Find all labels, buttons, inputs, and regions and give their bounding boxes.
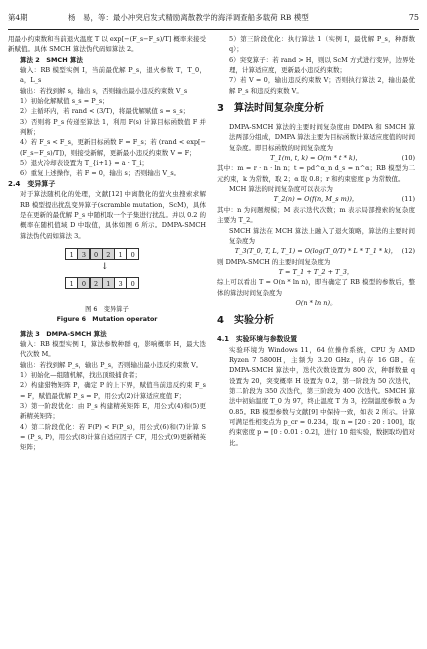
- equation: [217, 153, 415, 163]
- equation: [217, 194, 415, 204]
- page-header: [8, 10, 419, 26]
- figure-cell: 0: [126, 248, 139, 260]
- paragraph: 4）若 F_s < F_s，更新目标函数 F = F_s；若 (rand < exp[−(F_s−F_s)/T])，则接受新解，更新最小违反约束数 V = F；: [20, 138, 206, 157]
- paragraph: 7）若 V = 0，输出违反约束数 V；否则执行算法 2，输出最优解 P_s 和违反约束数 V。: [229, 76, 415, 95]
- equation: [217, 246, 415, 256]
- right-column: [217, 34, 415, 448]
- figure-cell: 3: [77, 248, 90, 260]
- equation-number: (12): [401, 247, 415, 256]
- equation-text: T_3(T_0, T, L, T_1) = O(log(T_0/T) * L * T_1 * k)，: [234, 247, 398, 256]
- equation-number: (10): [401, 154, 415, 163]
- paragraph: 3）第一阶段优化：由 P_s 构建精英矩阵 E，用公式(4)和(5)更新精英矩阵；: [20, 401, 206, 421]
- figure-row-before: [66, 248, 139, 260]
- figure-cell: 1: [114, 248, 127, 260]
- left-column: [8, 34, 206, 453]
- paragraph: 4）第二阶段优化：若 F(P) < F(P_s)，用公式(6)和(7)计算 S = (P_s, P)，用公式(8)计算自适应因子 CF，用公式(9)更新精英矩阵；: [20, 422, 206, 452]
- paragraph: 2）构建猎物矩阵 P，确定 P 的上下界，赋值当前违反约束 F_s = F，赋值最优解 P_s = P，用公式(2)计算适应度值 F；: [20, 381, 206, 400]
- section-4-heading: 4 实验分析: [217, 315, 274, 327]
- figure-cell: 0: [90, 248, 103, 260]
- paragraph: DMPA-SMCH 算法的主要时间复杂度由 DMPA 和 SMCH 算法两部分组成，DMPA 算法主要为目标函数计算适应度值的时间复杂度。即目标函数的时间复杂度为: [229, 123, 415, 152]
- mutation-figure: [8, 245, 206, 303]
- paragraph: 综上可以看出 T = O(n * ln n)，即当确定了 RB 模型的参数后，整体的算法时间复杂度为: [217, 278, 415, 297]
- paragraph: 用最小约束数和当前退火温度 T 以 exp[−(F_s−F_s)/T] 概率来接受新赋值。具体 SMCH 算法伪代码如算法 2。: [8, 35, 206, 54]
- running-title: 杨 易，等：最小冲突启发式精励离散教学的海洋调查船多载荷 RB 模型: [68, 13, 309, 22]
- section-3-body: [217, 122, 415, 308]
- paragraph: 输出：若找到解 s，输出 s，否则输出最小违反约束数 V_s: [20, 86, 188, 95]
- paragraph: 输出：若找到解 P_s，输出 P_s，否则输出最小违反约束数 V。: [20, 360, 203, 369]
- paragraph: 实验环境为 Windows 11，64 位操作系统，CPU 为 AMD Ryzen 7 5800H，主频为 3.20 GHz，内存 16 GB。在 DMPA-SMCH 算法中，迭代次数设置为 800 次，种群数量 q 设置为 20，突变概率 H 设置为 0.2，第一阶段为 50 次迭代，第二阶段为 350 次迭代，第三阶段为 400 次迭代。SMCH 算法中初始温度 T_0 为 97，终止温度 T 为 3，控制温度参数 a 为 0.85。RB 模型参数与文献[9] 中保持一致，如表 2 所示。计算可满足性相变点为 p_cr = 0.234，取 n = [20 : 20 : 100]，取约束密度 p = [0 : 0.01 : 0.2]，进行 10 组实验，数据取均值对比。: [229, 345, 415, 447]
- figure-cell: 1: [65, 277, 78, 289]
- paragraph: 其中：m = r · n · ln n；t = pd^α_n d_s = n^α；RB 模型为二元约束，k 为常数，取 2；α 取 0.8；r 和约束密度 p 为常数值。: [217, 164, 415, 183]
- left-column-text-2: [8, 329, 206, 453]
- paragraph: 2）主循环内，若 rand < (3/T)，将最优解赋值 s = s_s；: [20, 107, 190, 116]
- paragraph: 6）重复上述操作，若 F = 0，输出 s；否则输出 V_s。: [20, 169, 181, 178]
- figure-cell: 1: [102, 277, 115, 289]
- paragraph: MCH 算法的时间复杂度可以表示为: [229, 185, 333, 194]
- issue-label: 第4期: [8, 13, 28, 22]
- equation-text: O(n * ln n)。: [295, 298, 337, 307]
- equation-number: (11): [401, 195, 415, 204]
- paragraph: 其中：n 为问题规模；M 表示迭代次数；m 表示局部搜索的复杂度主要为 T_2。: [217, 205, 415, 225]
- figure-cell: 1: [65, 248, 78, 260]
- subsection-heading: 2.4 变异算子: [8, 179, 56, 188]
- equation-text: T = T_1 + T_2 + T_3，: [278, 267, 354, 276]
- figure-cell: 2: [90, 277, 103, 289]
- left-column-text: [8, 34, 206, 241]
- header-rule: [8, 29, 419, 30]
- figure-caption-en: Figure 6 Mutation operator: [56, 316, 158, 324]
- figure-caption-cn: 图 6 变异算子: [85, 305, 129, 313]
- figure-cell: 3: [114, 277, 127, 289]
- figure-cell: 2: [102, 248, 115, 260]
- section-3-heading: 3 算法时间复杂度分析: [217, 103, 324, 115]
- paragraph: 1）初始化解赋值 s_s = P_s；: [20, 97, 109, 106]
- figure-cell: 0: [77, 277, 90, 289]
- section-4-1-heading: 4.1 实验环境与参数设置: [217, 335, 298, 344]
- paragraph: 6）突变算子：若 rand > H，则以 ScM 方式进行变异，边界处理，计算适应度，更新最小违反约束数；: [229, 55, 415, 75]
- paragraph: 1）初始化—组随机解，找出顶级捕食者；: [20, 370, 142, 379]
- paragraph: 则 DMPA-SMCH 的主要时间复杂度为: [217, 257, 331, 266]
- paragraph: 对于算法随机化的处理，文献[12] 中离散化的萤火虫搜索求解 RB 模型提出扰乱变异算子(scramble mutation，ScM)，具体是在更新的最优解 P_s 中随机取一个子集进行扰乱。并以 0.2 的概率在随机值域 D 中取值，具体如图 6 所示。DMPA-SMCH 算法伪代码如算法 3。: [20, 190, 206, 240]
- equation-text: T_1(m, t, k) = O(m * t * k)，: [270, 154, 362, 163]
- paragraph: 输入：RB 模型实例 I，算法参数种群 q，影响概率 H，最大迭代次数 M。: [20, 339, 206, 359]
- paragraph: 输入：RB 模型实例 I，当前最优解 P_s，退火参数 T，T_0，a，L_s: [20, 66, 206, 85]
- equation: [217, 298, 415, 308]
- paragraph: SMCH 算法在 MCH 算法上融入了退火策略，算法的主要时间复杂度为: [229, 226, 415, 245]
- paragraph: 5）退火冷却表设置为 T_{i+1} = a · T_i；: [20, 159, 149, 168]
- paragraph: 5）第三阶段优化：执行算法 1（实例 I，最优解 P_s，种群数 q）；: [229, 35, 415, 54]
- equation: [217, 267, 415, 277]
- right-column-text: [217, 34, 415, 96]
- algorithm-title: 算法 2 SMCH 算法: [20, 55, 83, 64]
- figure-cell: 0: [126, 277, 139, 289]
- figure-row-after: [66, 277, 139, 289]
- page-number: 75: [408, 13, 419, 22]
- algorithm-title: 算法 3 DMPA-SMCH 算法: [20, 329, 107, 338]
- down-arrow-icon: ↓: [101, 261, 109, 272]
- section-4-body: [217, 345, 415, 448]
- paragraph: 3）否则将 P_s 传递至算法 1，利用 F(s) 计算目标函数值 F 并判断；: [20, 117, 206, 137]
- equation-text: T_2(n) = O(f(n, M_s m))，: [273, 195, 359, 204]
